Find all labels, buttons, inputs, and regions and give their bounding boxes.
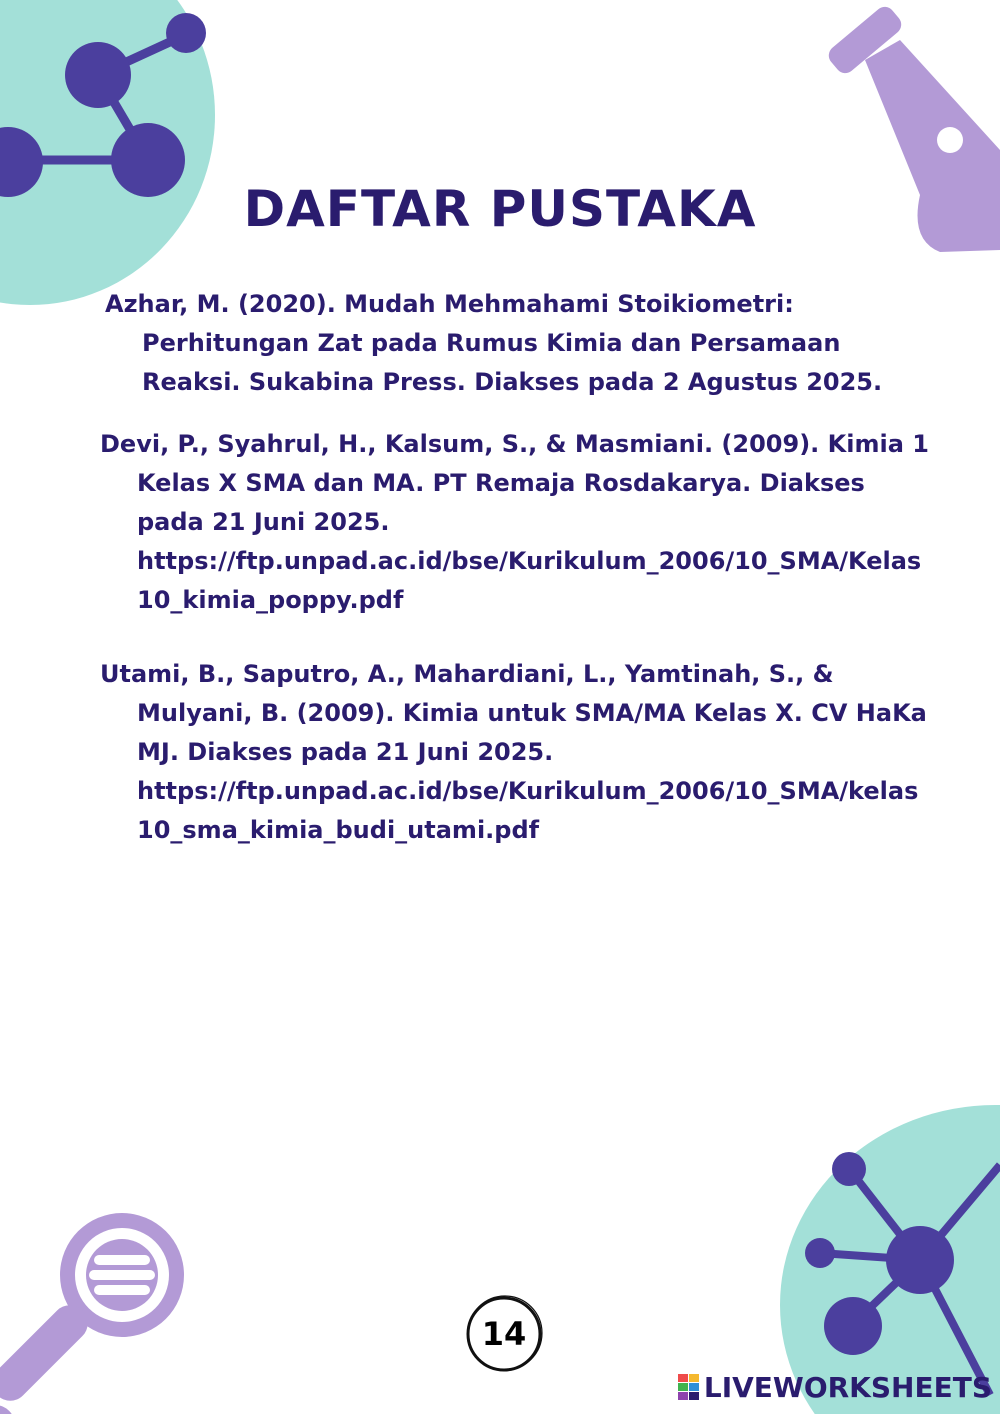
reference-text: Azhar, M. (2020). Mudah Mehmahami Stoikiometri: Perhitungan Zat pada Rumus Kimia dan Persamaan Reaksi. Sukabina Press. Diakses pada 2 Agustus 2025. [105, 290, 883, 396]
reference-entry-1 [105, 285, 912, 402]
reference-text: Devi, P., Syahrul, H., Kalsum, S., & Masmiani. (2009). Kimia 1 Kelas X SMA dan MA. PT Remaja Rosdakarya. Diakses pada 21 Juni 2025. [100, 430, 929, 536]
page-title: DAFTAR PUSTAKA [243, 180, 757, 238]
molecule-decoration-bottom-right [780, 1105, 1000, 1414]
magnifier-icon [0, 1195, 200, 1414]
reference-entry-2 [100, 425, 932, 620]
page-number-badge [464, 1294, 544, 1374]
reference-link[interactable]: https://ftp.unpad.ac.id/bse/Kurikulum_2006/10_SMA/kelas10_sma_kimia_budi_utami.pdf [137, 777, 919, 844]
brand-name: LIVEWORKSHEETS [703, 1370, 992, 1404]
reference-link[interactable]: https://ftp.unpad.ac.id/bse/Kurikulum_2006/10_SMA/Kelas10_kimia_poppy.pdf [137, 547, 922, 614]
reference-entry-3 [100, 655, 932, 850]
brand-logo [678, 1370, 992, 1404]
page-number: 14 [481, 1315, 527, 1353]
molecule-decoration-top-left [0, 0, 220, 310]
reference-text: Utami, B., Saputro, A., Mahardiani, L., Yamtinah, S., & Mulyani, B. (2009). Kimia untuk SMA/MA Kelas X. CV HaKa MJ. Diakses pada 21 Juni 2025. [100, 660, 927, 766]
liveworksheets-logo-icon [678, 1374, 700, 1400]
